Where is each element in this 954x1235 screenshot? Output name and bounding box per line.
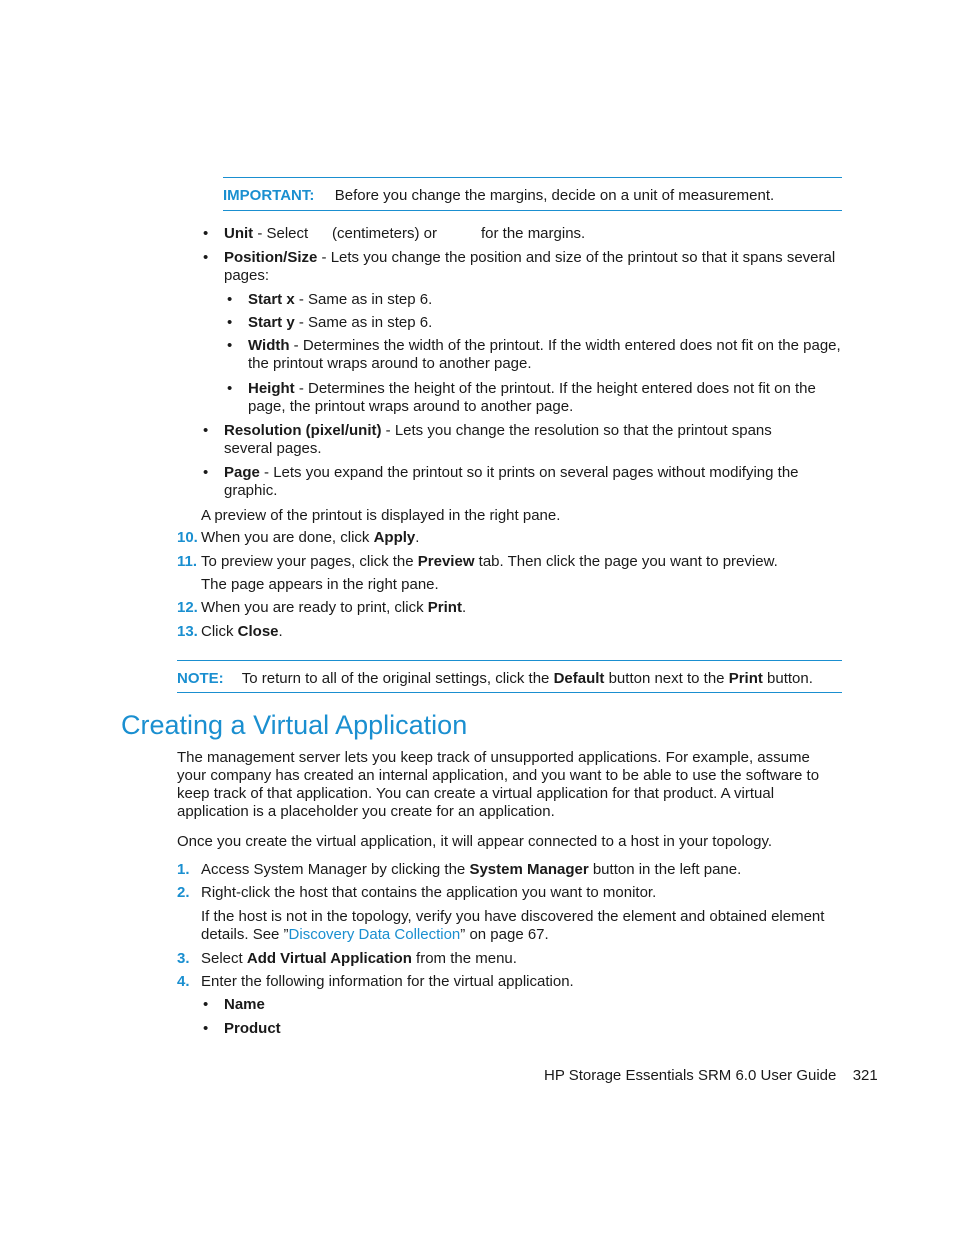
important-bottom-rule <box>223 210 842 211</box>
option-start-y: Start y - Same as in step 6. <box>248 314 433 331</box>
discovery-data-collection-link[interactable]: Discovery Data Collection <box>288 926 461 943</box>
option-unit: Unit - Select <box>224 225 309 242</box>
option-position-size: Position/Size - Lets you change the position and size of the printout so that it spans several pages: <box>224 249 836 284</box>
option-width: Width - Determines the width of the printout. If the width entered does not fit on the page, the printout wraps around to another page. <box>248 337 841 372</box>
step-10: When you are done, click Apply. <box>201 529 420 546</box>
page-number: 321 <box>852 1067 878 1084</box>
option-resolution: Resolution (pixel/unit) - Lets you change the resolution so that the printout spans several pages. <box>224 422 772 457</box>
bullet-icon: • <box>203 1020 209 1037</box>
preview-note: A preview of the printout is displayed in the right pane. <box>201 507 561 524</box>
bullet-icon: • <box>203 464 209 481</box>
step-13: Click Close. <box>201 623 283 640</box>
step-number: 13. <box>177 623 198 640</box>
step-number: 2. <box>177 884 190 901</box>
step-number: 3. <box>177 950 190 967</box>
bullet-icon: • <box>203 249 209 266</box>
step-number: 12. <box>177 599 198 616</box>
section-paragraph: Once you create the virtual application, it will appear connected to a host in your topology. <box>177 833 773 850</box>
option-start-x: Start x - Same as in step 6. <box>248 291 433 308</box>
step-1: Access System Manager by clicking the System Manager button in the left pane. <box>201 861 742 878</box>
option-height: Height - Determines the height of the printout. If the height entered does not fit on the page, the printout wraps around to another page. <box>248 380 816 415</box>
field-product: Product <box>224 1020 281 1037</box>
note-label: NOTE: <box>177 670 224 687</box>
bullet-icon: • <box>227 380 233 397</box>
note-callout: NOTE: To return to all of the original settings, click the Default button next to the Print button. <box>177 670 813 687</box>
bullet-icon: • <box>203 422 209 439</box>
option-page: Page - Lets you expand the printout so it prints on several pages without modifying the graphic. <box>224 464 799 499</box>
step-12: When you are ready to print, click Print. <box>201 599 467 616</box>
step-number: 11. <box>177 553 198 570</box>
bullet-icon: • <box>227 291 233 308</box>
step-2: Right-click the host that contains the application you want to monitor. <box>201 884 657 901</box>
step-number: 1. <box>177 861 190 878</box>
step-11-note: The page appears in the right pane. <box>201 576 439 593</box>
step-2-note: If the host is not in the topology, verify you have discovered the element and obtained element details. See ”Discovery Data Collection” on page 67. <box>201 908 825 943</box>
important-callout <box>223 187 774 205</box>
bullet-icon: • <box>203 225 209 242</box>
step-11: To preview your pages, click the Preview tab. Then click the page you want to preview. <box>201 553 778 570</box>
important-top-rule <box>223 177 842 178</box>
section-paragraph: The management server lets you keep track of unsupported applications. For example, assume your company has created an internal application, and you want to be able to use the software to keep track of that application. You can create a virtual application for that product. A virtual application is a placeholder you create for an application. <box>177 749 820 820</box>
important-text: Before you change the margins, decide on a unit of measurement. <box>334 187 775 204</box>
note-bottom-rule <box>177 692 842 693</box>
page-footer <box>544 1067 878 1085</box>
step-number: 10. <box>177 529 198 546</box>
option-unit-margins: for the margins. <box>481 225 586 242</box>
important-label: IMPORTANT: <box>223 187 315 204</box>
section-heading: Creating a Virtual Application <box>121 710 468 740</box>
option-unit-centimeters: (centimeters) or <box>332 225 438 242</box>
step-4: Enter the following information for the virtual application. <box>201 973 574 990</box>
bullet-icon: • <box>227 314 233 331</box>
step-3: Select Add Virtual Application from the menu. <box>201 950 517 967</box>
step-number: 4. <box>177 973 190 990</box>
field-name: Name <box>224 996 265 1013</box>
footer-title: HP Storage Essentials SRM 6.0 User Guide <box>544 1067 837 1084</box>
note-top-rule <box>177 660 842 661</box>
bullet-icon: • <box>227 337 233 354</box>
bullet-icon: • <box>203 996 209 1013</box>
